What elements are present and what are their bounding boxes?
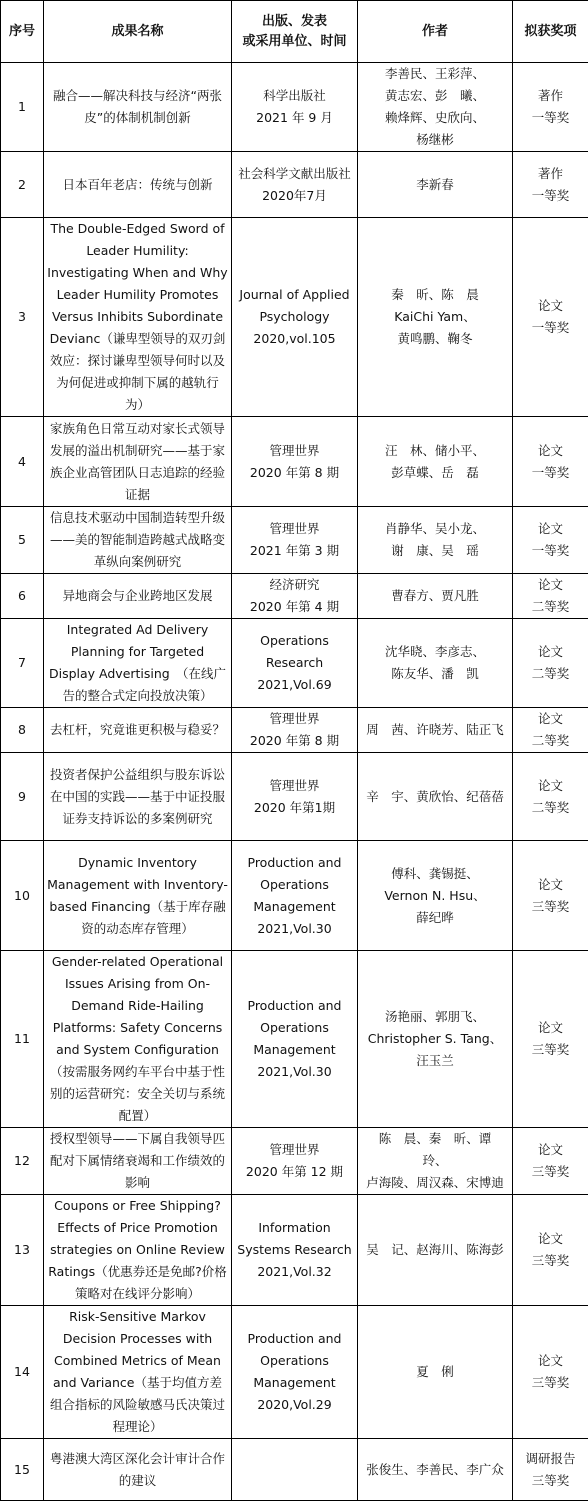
row-no: 11 (1, 951, 44, 1128)
row-publisher: Journal of Applied Psychology 2020,vol.105 (232, 218, 358, 417)
table-row (1, 753, 588, 841)
row-award: 著作 一等奖 (513, 63, 588, 152)
row-authors: 傅科、龚锡挺、 Vernon N. Hsu、 薛纪晔 (358, 841, 513, 951)
table-row (1, 1306, 588, 1439)
row-publisher: 管理世界 2020 年第 8 期 (232, 708, 358, 753)
header-publisher: 出版、发表 或采用单位、时间 (232, 1, 358, 63)
table-row (1, 841, 588, 951)
table-row (1, 619, 588, 708)
row-authors: 张俊生、李善民、李广众 (358, 1439, 513, 1501)
row-award: 论文 一等奖 (513, 507, 588, 574)
table-row (1, 417, 588, 507)
row-title: 粤港澳大湾区深化会计审计合作的建议 (44, 1439, 232, 1501)
table-row (1, 507, 588, 574)
row-authors: 陈 晨、秦 昕、谭 玲、 卢海陵、周汉森、宋博迪 (358, 1128, 513, 1195)
row-award: 论文 二等奖 (513, 708, 588, 753)
row-title: 信息技术驱动中国制造转型升级——美的智能制造跨越式战略变革纵向案例研究 (44, 507, 232, 574)
row-no: 12 (1, 1128, 44, 1195)
row-publisher: Production and Operations Management 2021,Vol.30 (232, 951, 358, 1128)
row-no: 10 (1, 841, 44, 951)
header-title: 成果名称 (44, 1, 232, 63)
row-publisher: 管理世界 2020 年第 8 期 (232, 417, 358, 507)
row-authors: 沈华晓、李彦志、 陈友华、潘 凯 (358, 619, 513, 708)
header-no: 序号 (1, 1, 44, 63)
row-no: 13 (1, 1195, 44, 1306)
row-award: 论文 三等奖 (513, 841, 588, 951)
row-authors: 周 茜、许晓芳、陆正飞 (358, 708, 513, 753)
row-no: 6 (1, 574, 44, 619)
row-publisher: 经济研究 2020 年第 4 期 (232, 574, 358, 619)
row-award: 论文 二等奖 (513, 619, 588, 708)
row-publisher: Information Systems Research 2021,Vol.32 (232, 1195, 358, 1306)
header-award: 拟获奖项 (513, 1, 588, 63)
row-no: 5 (1, 507, 44, 574)
row-authors: 李善民、王彩萍、 黄志宏、彭 曦、 赖烽辉、史欣向、 杨继彬 (358, 63, 513, 152)
row-publisher: 管理世界 2020 年第1期 (232, 753, 358, 841)
row-no: 8 (1, 708, 44, 753)
row-publisher: 管理世界 2020 年第 12 期 (232, 1128, 358, 1195)
row-award: 论文 三等奖 (513, 1306, 588, 1439)
row-no: 9 (1, 753, 44, 841)
row-award: 论文 三等奖 (513, 1128, 588, 1195)
row-title: 投资者保护公益组织与股东诉讼在中国的实践——基于中证投服证券支持诉讼的多案例研究 (44, 753, 232, 841)
row-publisher: Operations Research 2021,Vol.69 (232, 619, 358, 708)
row-title: 日本百年老店：传统与创新 (44, 152, 232, 218)
row-title: The Double-Edged Sword of Leader Humility: Investigating When and Why Leader Humility Promotes Versus Inhibits Subordinate Devianc（谦卑型领导的双刃剑效应：探讨谦卑型领导何时以及为何促进或抑制下属的越轨行为） (44, 218, 232, 417)
row-publisher: Production and Operations Management 2021,Vol.30 (232, 841, 358, 951)
row-award: 论文 三等奖 (513, 951, 588, 1128)
table-row (1, 1128, 588, 1195)
row-no: 15 (1, 1439, 44, 1501)
row-title: Gender-related Operational Issues Arising from On-Demand Ride-Hailing Platforms: Safety Concerns and System Configuration（按需服务网约车平台中基于性别的运营研究：安全关切与系统配置） (44, 951, 232, 1128)
row-authors: 汤艳丽、郭朋飞、 Christopher S. Tang、 汪玉兰 (358, 951, 513, 1128)
row-title: 家族角色日常互动对家长式领导发展的溢出机制研究——基于家族企业高管团队日志追踪的经验证据 (44, 417, 232, 507)
row-no: 3 (1, 218, 44, 417)
row-authors: 秦 昕、陈 晨 KaiChi Yam、 黄鸣鹏、鞠冬 (358, 218, 513, 417)
table-row (1, 574, 588, 619)
header-row (1, 1, 588, 63)
table-row (1, 1195, 588, 1306)
table-row (1, 218, 588, 417)
row-authors: 李新春 (358, 152, 513, 218)
row-title: Integrated Ad Delivery Planning for Targeted Display Advertising （在线广告的整合式定向投放决策） (44, 619, 232, 708)
row-no: 14 (1, 1306, 44, 1439)
row-award: 论文 二等奖 (513, 753, 588, 841)
table-row (1, 951, 588, 1128)
row-authors: 曹春方、贾凡胜 (358, 574, 513, 619)
row-publisher: 管理世界 2021 年第 3 期 (232, 507, 358, 574)
row-title: Risk-Sensitive Markov Decision Processes with Combined Metrics of Mean and Variance（基于均值方差组合指标的风险敏感马氏决策过程理论） (44, 1306, 232, 1439)
row-no: 2 (1, 152, 44, 218)
table-row (1, 1439, 588, 1501)
row-no: 1 (1, 63, 44, 152)
row-authors: 夏 俐 (358, 1306, 513, 1439)
row-no: 4 (1, 417, 44, 507)
row-title: 授权型领导——下属自我领导匹配对下属情绪衰竭和工作绩效的影响 (44, 1128, 232, 1195)
table-row (1, 63, 588, 152)
row-title: 去杠杆，究竟谁更积极与稳妥？ (44, 708, 232, 753)
row-publisher: 社会科学文献出版社 2020年7月 (232, 152, 358, 218)
row-authors: 辛 宇、黄欣怡、纪蓓蓓 (358, 753, 513, 841)
row-authors: 肖静华、吴小龙、 谢 康、吴 瑶 (358, 507, 513, 574)
row-authors: 汪 林、储小平、 彭草蝶、岳 磊 (358, 417, 513, 507)
row-publisher (232, 1439, 358, 1501)
row-title: Dynamic Inventory Management with Inventory-based Financing（基于库存融资的动态库存管理） (44, 841, 232, 951)
row-title: Coupons or Free Shipping? Effects of Price Promotion strategies on Online Review Ratings（优惠券还是免邮?价格策略对在线评分影响） (44, 1195, 232, 1306)
row-publisher: 科学出版社 2021 年 9 月 (232, 63, 358, 152)
row-award: 论文 一等奖 (513, 417, 588, 507)
row-publisher: Production and Operations Management 2020,Vol.29 (232, 1306, 358, 1439)
row-award: 论文 二等奖 (513, 574, 588, 619)
row-award: 著作 一等奖 (513, 152, 588, 218)
table-row (1, 708, 588, 753)
table-row (1, 152, 588, 218)
row-no: 7 (1, 619, 44, 708)
row-authors: 吴 记、赵海川、陈海彭 (358, 1195, 513, 1306)
row-title: 融合——解决科技与经济“两张皮”的体制机制创新 (44, 63, 232, 152)
row-title: 异地商会与企业跨地区发展 (44, 574, 232, 619)
row-award: 论文 三等奖 (513, 1195, 588, 1306)
row-award: 调研报告 三等奖 (513, 1439, 588, 1501)
row-award: 论文 一等奖 (513, 218, 588, 417)
header-authors: 作者 (358, 1, 513, 63)
